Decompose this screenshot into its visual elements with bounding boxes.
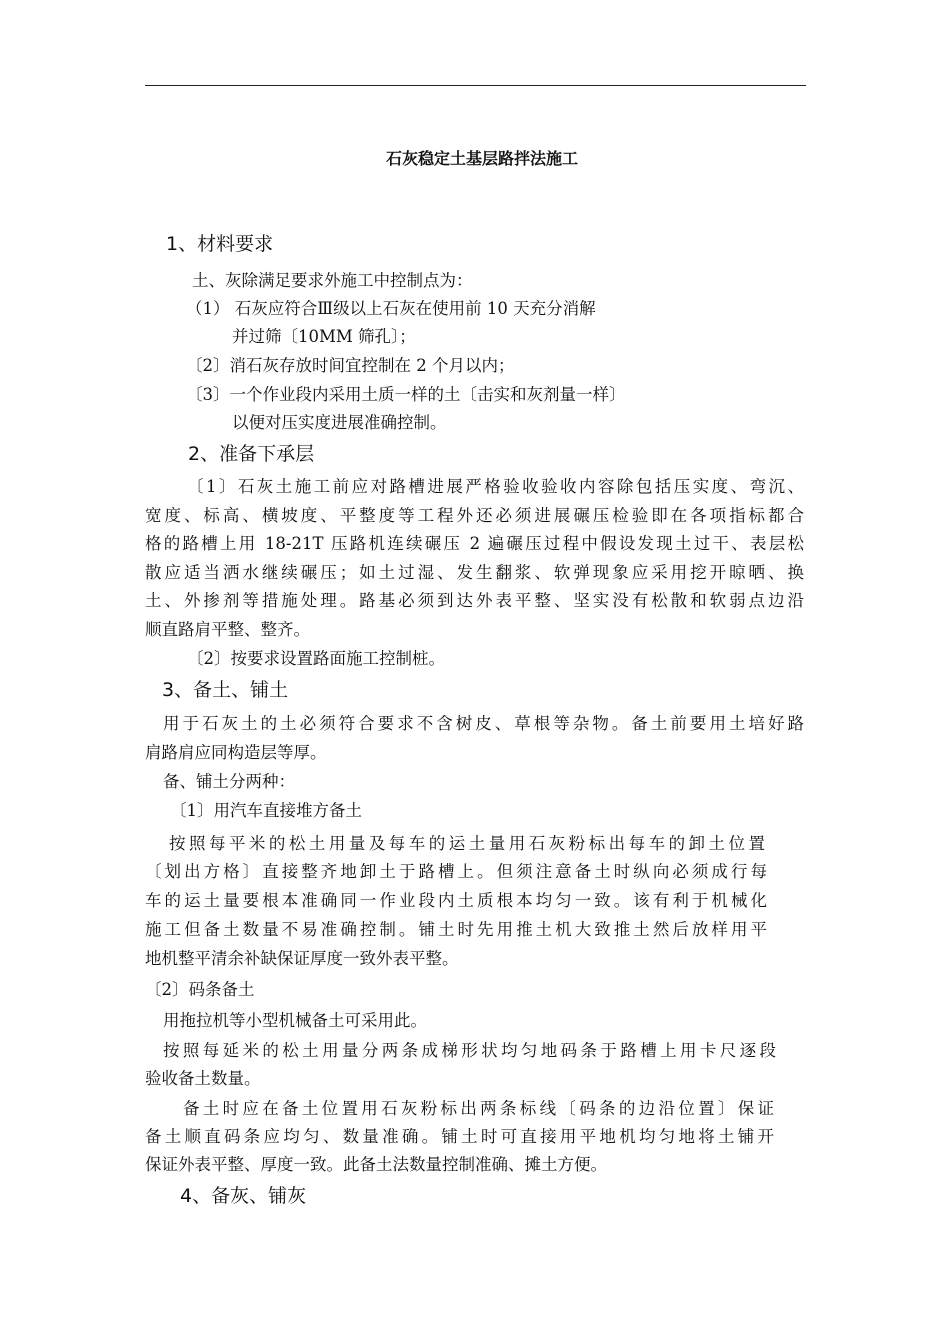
- paragraph-line: 以便对压实度进展准确控制。: [232, 413, 447, 432]
- paragraph-line: 〔2〕消石灰存放时间宜控制在 2 个月以内；: [186, 356, 515, 375]
- paragraph-line: 〔1〕石灰土施工前应对路槽进展严格验收验收内容除包括压实度、弯沉、: [187, 477, 804, 496]
- section-heading: 1、材料要求: [166, 233, 274, 255]
- section-heading: 2、准备下承层: [188, 443, 315, 465]
- section-heading: 4、备灰、铺灰: [180, 1185, 307, 1207]
- paragraph-line: 保证外表平整、厚度一致。此备土法数量控制准确、摊土方便。: [145, 1155, 607, 1174]
- paragraph-line: （1） 石灰应符合Ⅲ级以上石灰在使用前 10 天充分消解: [186, 299, 596, 318]
- paragraph-line: 用于石灰土的土必须符合要求不含树皮、草根等杂物。备土前要用土培好路: [163, 714, 804, 733]
- paragraph-line: 验收备土数量。: [145, 1069, 261, 1088]
- paragraph-line: 地机整平清余补缺保证厚度一致外表平整。: [145, 949, 459, 968]
- header-rule: [145, 85, 806, 86]
- paragraph-line: 〔2〕按要求设置路面施工控制桩。: [187, 649, 445, 668]
- paragraph-line: 肩路肩应同构造层等厚。: [145, 743, 327, 762]
- paragraph-line: 施工但备土数量不易准确控制。铺土时先用推土机大致推土然后放样用平: [145, 920, 767, 939]
- paragraph-line: 并过筛〔10MM 筛孔〕；: [232, 327, 416, 346]
- paragraph-line: 散应适当洒水继续碾压；如土过湿、发生翻浆、软弹现象应采用挖开晾晒、换: [145, 563, 804, 582]
- paragraph-line: 格的路槽上用 18-21T 压路机连续碾压 2 遍碾压过程中假设发现土过干、表层松: [145, 534, 804, 553]
- paragraph-line: 〔1〕用汽车直接堆方备土: [170, 801, 362, 820]
- paragraph-line: 备土时应在备土位置用石灰粉标出两条标线〔码条的边沿位置〕保证: [183, 1099, 774, 1118]
- paragraph-line: 〔划出方格〕直接整齐地卸土于路槽上。但须注意备土时纵向必须成行每: [145, 862, 767, 881]
- paragraph-line: 顺直路肩平整、整齐。: [145, 620, 310, 639]
- paragraph-line: 按照每延米的松土用量分两条成梯形状均匀地码条于路槽上用卡尺逐段: [163, 1041, 776, 1060]
- paragraph-line: 车的运土量要根本准确同一作业段内土质根本均匀一致。该有利于机械化: [145, 891, 767, 910]
- paragraph-line: 〔2〕码条备土: [145, 980, 255, 999]
- paragraph-line: 用拖拉机等小型机械备土可采用此。: [163, 1011, 427, 1030]
- section-heading: 3、备土、铺土: [162, 679, 289, 701]
- paragraph-line: 备、铺土分两种：: [163, 772, 295, 791]
- paragraph-line: 按照每平米的松土用量及每车的运土量用石灰粉标出每车的卸土位置: [169, 834, 765, 853]
- paragraph-line: 土、灰除满足要求外施工中控制点为：: [192, 271, 473, 290]
- paragraph-line: 备土顺直码条应均匀、数量准确。铺土时可直接用平地机均匀地将土铺开: [145, 1127, 774, 1146]
- page-title: 石灰稳定土基层路拌法施工: [386, 149, 579, 168]
- paragraph-line: 宽度、标高、横坡度、平整度等工程外还必须进展碾压检验即在各项指标都合: [145, 506, 804, 525]
- paragraph-line: 土、外掺剂等措施处理。路基必须到达外表平整、坚实没有松散和软弱点边沿: [145, 591, 804, 610]
- paragraph-line: 〔3〕一个作业段内采用土质一样的土〔击实和灰剂量一样〕: [186, 385, 626, 404]
